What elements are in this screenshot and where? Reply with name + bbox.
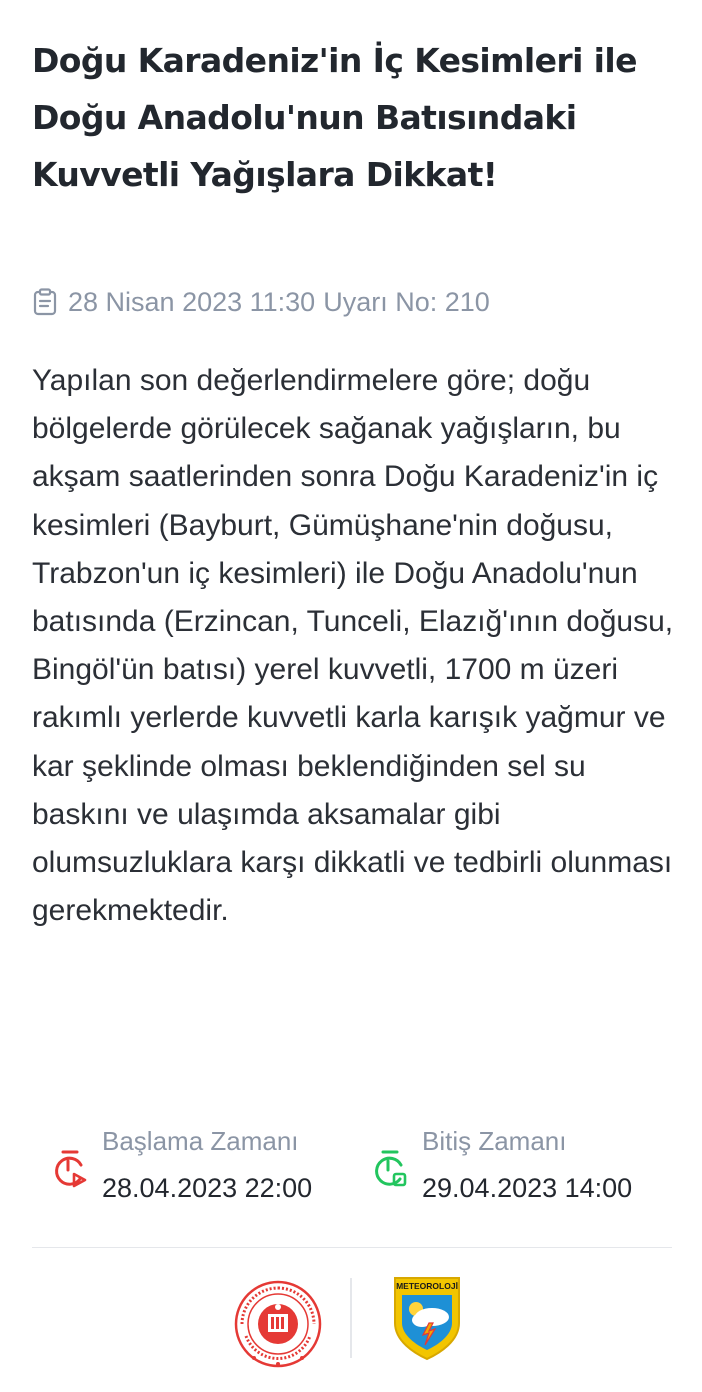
warning-title: Doğu Karadeniz'in İç Kesimleri ile Doğu Anadolu'nun Batısındaki Kuvvetli Yağışlara Dikkat! (32, 41, 637, 194)
start-time-value: 28.04.2023 22:00 (102, 1173, 313, 1203)
warning-body: Yapılan son değerlendirmelere göre; doğu bölgelerde görülecek sağanak yağışların, bu akşam saatlerinden sonra Doğu Karadeniz'in iç kesimleri (Bayburt, Gümüşhane'nin doğusu, Trabzon'un iç kesimleri) ile Doğu Anadolu'nun batısında (Erzincan, Tunceli, Elazığ'ının doğusu, Bingöl'ün batısı) yerel kuvvetli, 1700 m üzeri rakımlı yerlerde kuvvetli karla karışık yağmur ve kar şeklinde olması beklendiğinden sel su baskını ve ulaşımda aksamalar gibi olumsuzluklara karşı dikkatli ve tedbirli olunması gerekmektedir. (32, 364, 674, 928)
end-time-value: 29.04.2023 14:00 (422, 1173, 633, 1203)
logo-separator (350, 1278, 352, 1358)
footer-logos (32, 1270, 672, 1370)
warning-meta (32, 284, 490, 320)
warning-times (50, 1122, 690, 1212)
start-time-block (50, 1122, 312, 1210)
end-time-label: Bitiş Zamanı (422, 1126, 567, 1156)
warning-date: 28 Nisan 2023 11:30 (68, 286, 316, 317)
clipboard-icon (32, 288, 58, 316)
ministry-seal-logo[interactable] (234, 1280, 322, 1368)
end-time-block (370, 1122, 632, 1210)
warning-number: Uyarı No: 210 (323, 286, 490, 317)
divider (32, 1247, 672, 1248)
timer-play-icon (50, 1149, 90, 1189)
timer-stop-icon (370, 1149, 410, 1189)
start-time-label: Başlama Zamanı (102, 1126, 299, 1156)
meteoroloji-logo[interactable] (392, 1275, 462, 1361)
meteoroloji-label: METEOROLOJİ (396, 1281, 458, 1291)
